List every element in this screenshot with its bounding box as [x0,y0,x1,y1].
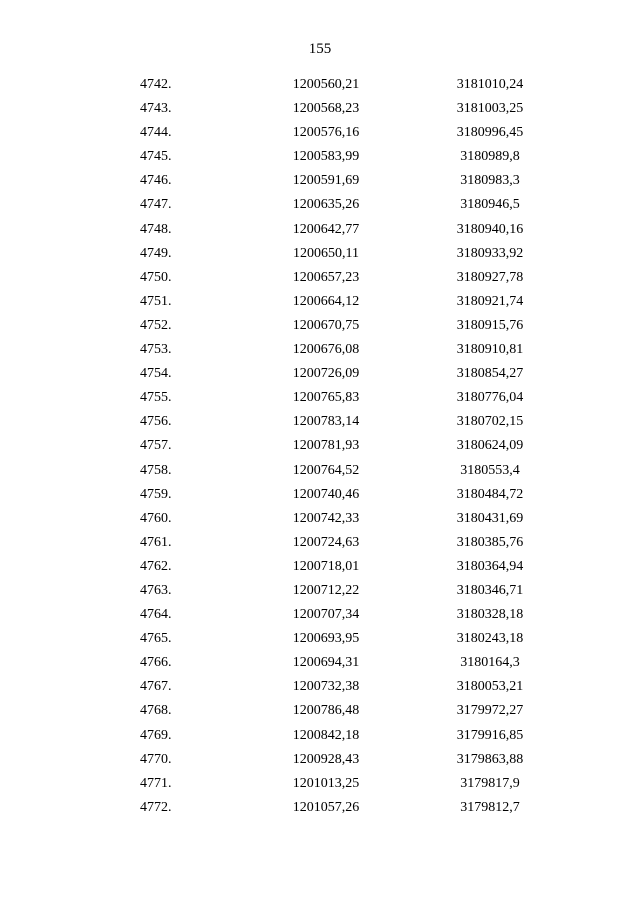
table-row [0,459,640,483]
x-coordinate: 1200724,63 [292,534,360,550]
table-row [0,675,640,699]
table-row [0,748,640,772]
point-number: 4746. [140,173,172,189]
x-coordinate: 1200928,43 [292,751,360,767]
point-number: 4754. [140,366,172,382]
point-number: 4745. [140,149,172,165]
table-row [0,410,640,434]
table-row [0,290,640,314]
y-coordinate: 3179972,27 [456,703,524,719]
y-coordinate: 3181010,24 [456,77,524,92]
y-coordinate: 3180989,8 [460,149,520,165]
x-coordinate: 1200591,69 [292,173,360,189]
y-coordinate: 3180921,74 [456,293,524,309]
y-coordinate: 3180553,4 [460,462,520,478]
y-coordinate: 3180431,69 [456,510,524,526]
y-coordinate: 3180983,3 [460,173,520,189]
x-coordinate: 1200783,14 [292,414,360,430]
x-coordinate: 1200657,23 [292,269,360,285]
y-coordinate: 3179863,88 [456,751,524,767]
x-coordinate: 1200635,26 [292,197,360,213]
y-coordinate: 3180910,81 [456,342,524,358]
point-number: 4743. [140,101,172,117]
point-number: 4749. [140,245,172,261]
x-coordinate: 1200707,34 [292,607,360,623]
y-coordinate: 3180854,27 [456,366,524,382]
x-coordinate: 1200726,09 [292,366,360,382]
x-coordinate: 1200764,52 [292,462,360,478]
x-coordinate: 1200670,75 [292,317,360,333]
table-row [0,555,640,579]
point-number: 4763. [140,582,172,598]
point-number: 4747. [140,197,172,213]
table-row [0,724,640,748]
x-coordinate: 1200712,22 [292,582,360,598]
x-coordinate: 1200676,08 [292,342,360,358]
y-coordinate: 3180702,15 [456,414,524,430]
y-coordinate: 3180946,5 [460,197,520,213]
table-row [0,73,640,97]
x-coordinate: 1200765,83 [292,390,360,406]
table-row [0,531,640,555]
x-coordinate: 1200664,12 [292,293,360,309]
y-coordinate: 3180484,72 [456,486,524,502]
x-coordinate: 1200842,18 [292,727,360,743]
table-row [0,699,640,723]
x-coordinate: 1200568,23 [292,101,360,117]
y-coordinate: 3180346,71 [456,582,524,598]
point-number: 4744. [140,125,172,141]
table-row [0,579,640,603]
x-coordinate: 1200781,93 [292,438,360,454]
y-coordinate: 3180164,3 [460,655,520,671]
point-number: 4758. [140,462,172,478]
x-coordinate: 1200694,31 [292,655,360,671]
y-coordinate: 3179916,85 [456,727,524,743]
point-number: 4761. [140,534,172,550]
table-row [0,314,640,338]
table-row [0,169,640,193]
table-row [0,218,640,242]
y-coordinate: 3180624,09 [456,438,524,454]
table-row [0,651,640,675]
point-number: 4762. [140,558,172,574]
x-coordinate: 1200740,46 [292,486,360,502]
point-number: 4750. [140,269,172,285]
point-number: 4742. [140,77,172,92]
point-number: 4769. [140,727,172,743]
point-number: 4748. [140,221,172,237]
x-coordinate: 1200560,21 [292,77,360,92]
x-coordinate: 1200718,01 [292,558,360,574]
y-coordinate: 3180915,76 [456,317,524,333]
point-number: 4768. [140,703,172,719]
x-coordinate: 1200693,95 [292,631,360,647]
y-coordinate: 3180053,21 [456,679,524,695]
table-row [0,483,640,507]
y-coordinate: 3180927,78 [456,269,524,285]
point-number: 4772. [140,799,172,815]
table-row [0,193,640,217]
table-row [0,242,640,266]
table-row [0,434,640,458]
point-number: 4752. [140,317,172,333]
coordinates-table [0,73,640,820]
point-number: 4764. [140,607,172,623]
y-coordinate: 3180776,04 [456,390,524,406]
page-number: 155 [308,41,332,57]
table-row [0,97,640,121]
y-coordinate: 3180243,18 [456,631,524,647]
point-number: 4765. [140,631,172,647]
table-row [0,145,640,169]
point-number: 4759. [140,486,172,502]
x-coordinate: 1201057,26 [292,799,360,815]
y-coordinate: 3180328,18 [456,607,524,623]
point-number: 4751. [140,293,172,309]
x-coordinate: 1200576,16 [292,125,360,141]
point-number: 4753. [140,342,172,358]
table-row [0,603,640,627]
y-coordinate: 3180996,45 [456,125,524,141]
table-row [0,772,640,796]
table-row [0,266,640,290]
y-coordinate: 3181003,25 [456,101,524,117]
x-coordinate: 1200642,77 [292,221,360,237]
table-row [0,362,640,386]
table-row [0,796,640,820]
table-row [0,338,640,362]
point-number: 4755. [140,390,172,406]
point-number: 4756. [140,414,172,430]
y-coordinate: 3179812,7 [460,799,520,815]
y-coordinate: 3180364,94 [456,558,524,574]
point-number: 4766. [140,655,172,671]
y-coordinate: 3179817,9 [460,775,520,791]
x-coordinate: 1201013,25 [292,775,360,791]
y-coordinate: 3180933,92 [456,245,524,261]
x-coordinate: 1200786,48 [292,703,360,719]
x-coordinate: 1200742,33 [292,510,360,526]
x-coordinate: 1200732,38 [292,679,360,695]
point-number: 4757. [140,438,172,454]
table-row [0,121,640,145]
point-number: 4770. [140,751,172,767]
x-coordinate: 1200583,99 [292,149,360,165]
table-row [0,507,640,531]
x-coordinate: 1200650,11 [293,245,359,261]
y-coordinate: 3180940,16 [456,221,524,237]
table-row [0,386,640,410]
point-number: 4767. [140,679,172,695]
table-row [0,627,640,651]
point-number: 4771. [140,775,172,791]
point-number: 4760. [140,510,172,526]
y-coordinate: 3180385,76 [456,534,524,550]
